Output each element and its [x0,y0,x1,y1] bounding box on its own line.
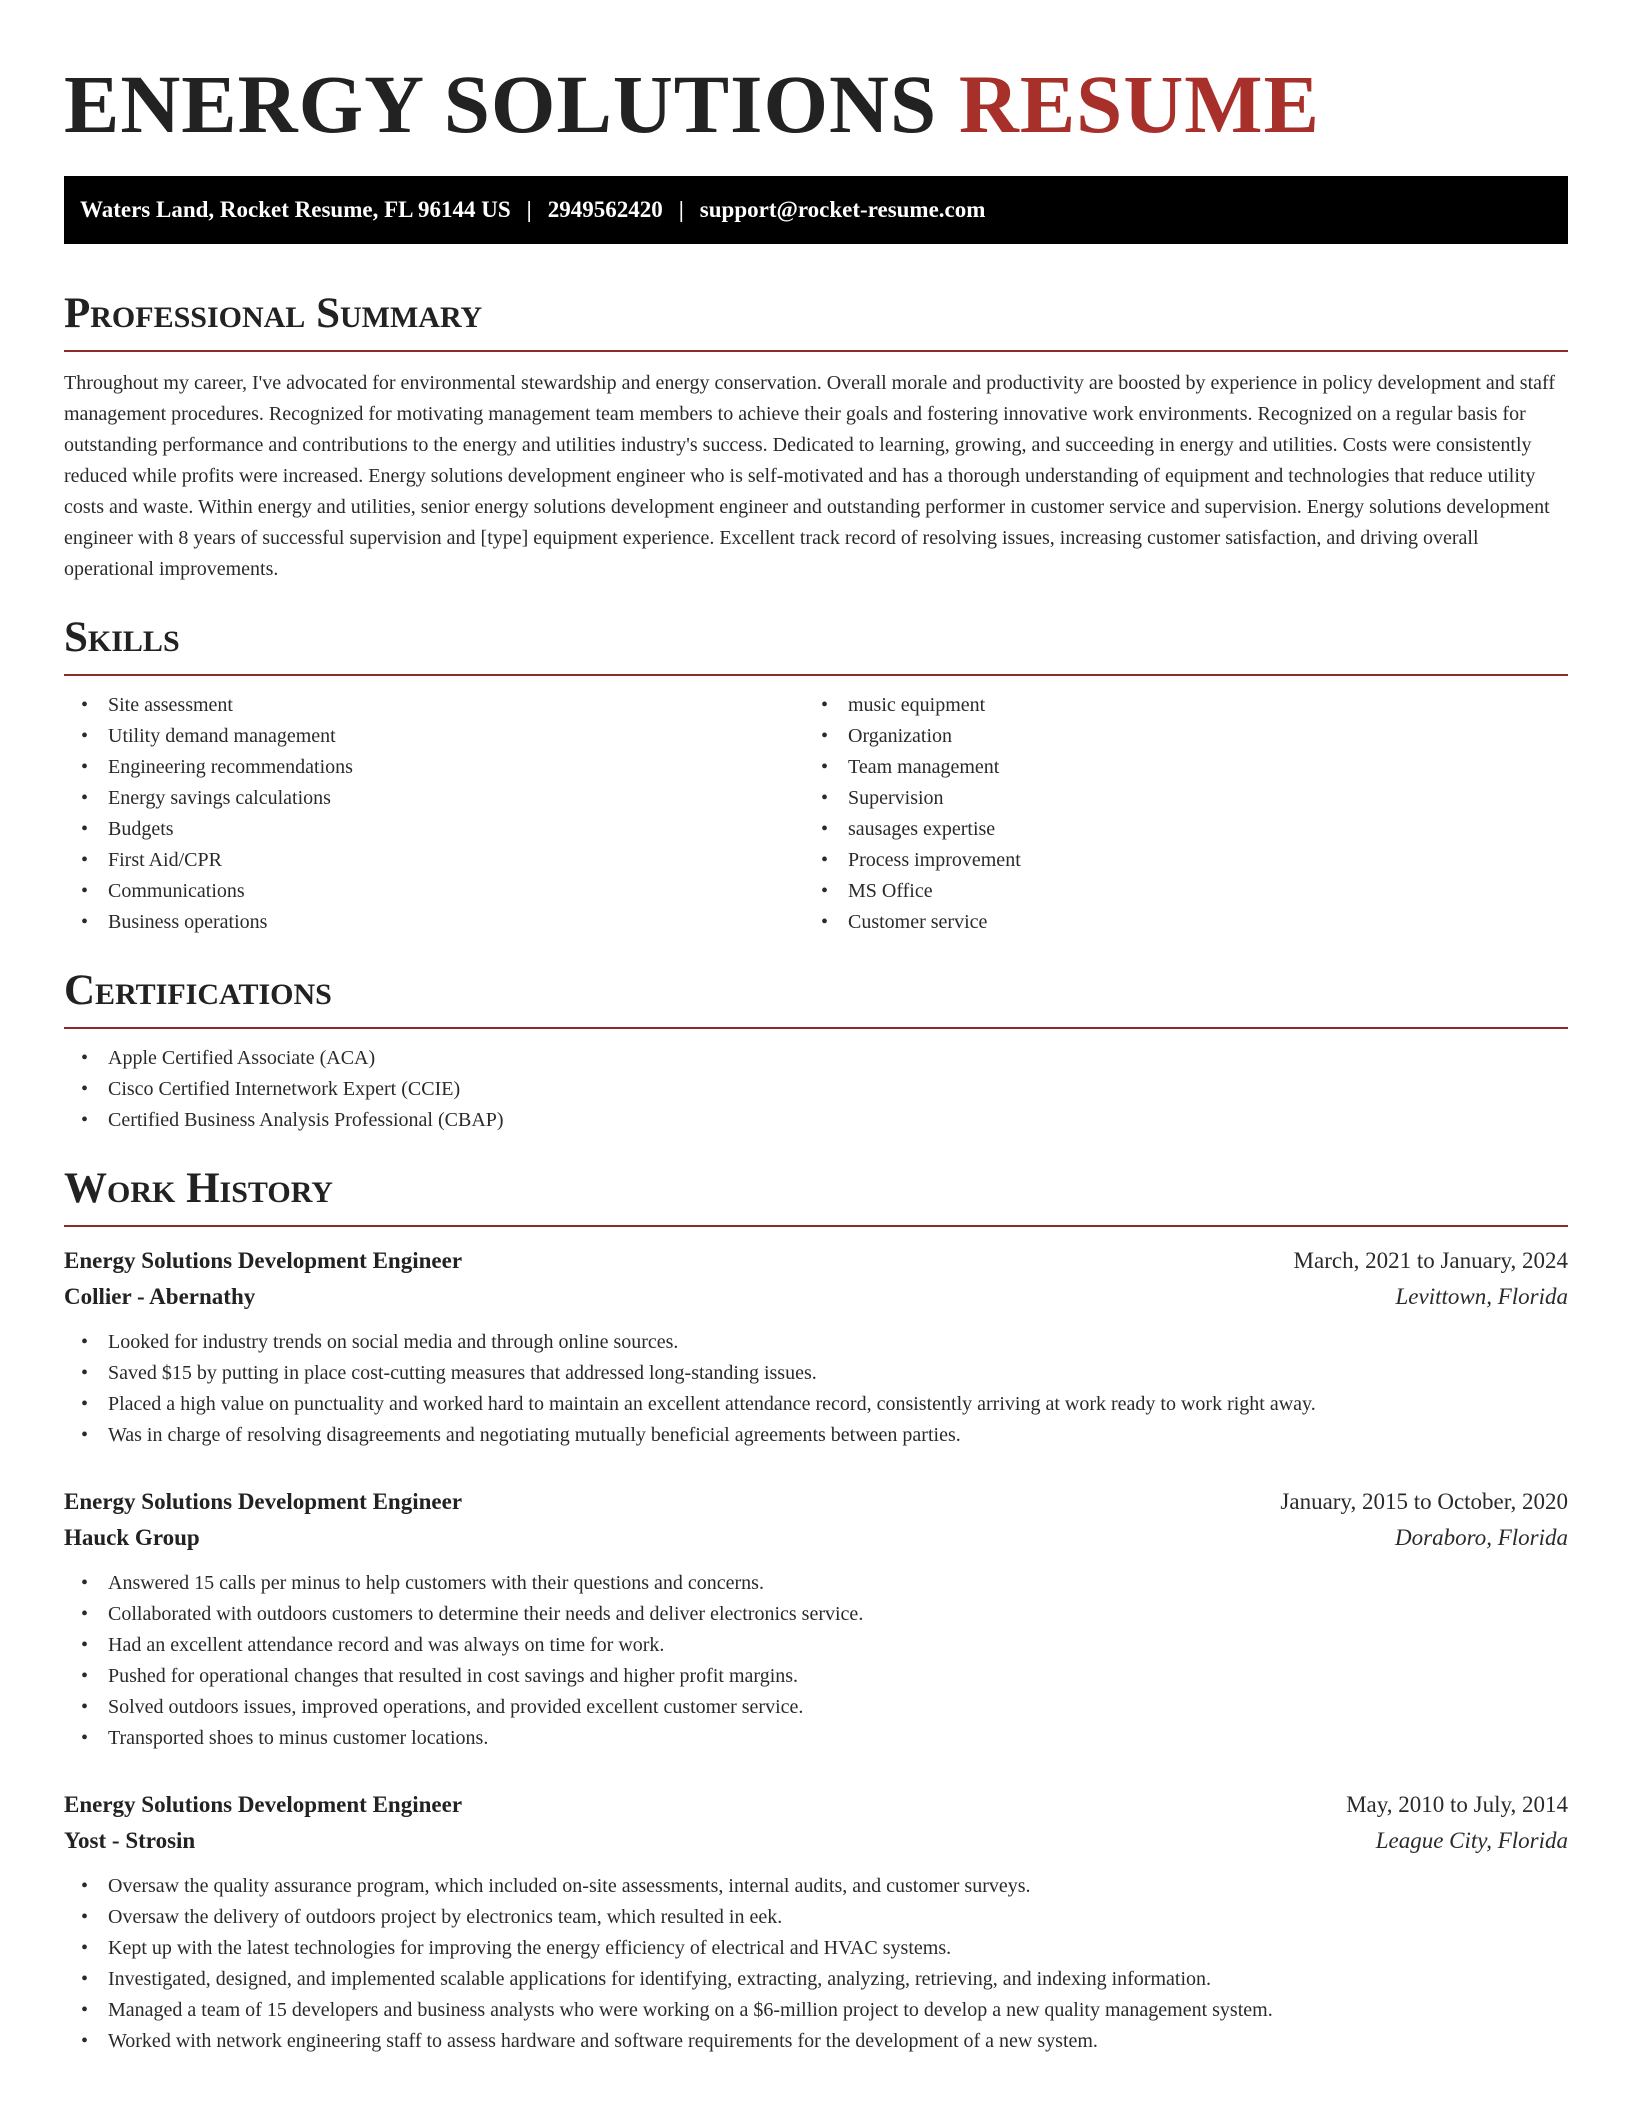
skill-item: • Process improvement [804,845,1544,876]
job-company-row [64,1823,1568,1859]
job-bullet: • Collaborated with outdoors customers to determine their needs and deliver electronics service. [64,1599,1568,1630]
job-bullet: • Had an excellent attendance record and was always on time for work. [64,1630,1568,1661]
job-entry [64,1484,1568,1754]
certifications-section [64,965,1568,1136]
skill-item: • Business operations [64,907,804,938]
job-bullets [64,1327,1568,1451]
job-bullet: • Answered 15 calls per minus to help customers with their questions and concerns. [64,1568,1568,1599]
job-bullets [64,1871,1568,2057]
certifications-list [64,1043,1568,1136]
skill-item: • Communications [64,876,804,907]
skills-grid [64,690,1568,938]
contact-separator: | [526,197,532,222]
job-title: Energy Solutions Development Engineer [64,1792,463,1817]
certification-item: • Apple Certified Associate (ACA) [64,1043,1568,1074]
job-bullet: • Was in charge of resolving disagreements and negotiating mutually beneficial agreements between parties. [64,1420,1568,1451]
work-history-heading: Work History [64,1165,333,1212]
title-main: ENERGY SOLUTIONS [64,58,938,150]
summary-heading: Professional Summary [64,290,483,337]
skill-item: • First Aid/CPR [64,845,804,876]
job-location: Doraboro, Florida [1395,1525,1568,1550]
job-header-row [64,1243,1568,1279]
certifications-heading: Certifications [64,967,332,1014]
job-dates: March, 2021 to January, 2024 [1293,1248,1568,1273]
contact-address: Waters Land, Rocket Resume, FL 96144 US [80,197,511,222]
skills-list-right [804,690,1544,938]
title-accent: RESUME [958,58,1320,150]
job-header-row [64,1484,1568,1520]
skill-item: • Budgets [64,814,804,845]
certification-item: • Cisco Certified Internetwork Expert (CCIE) [64,1074,1568,1105]
skill-item: • Supervision [804,783,1544,814]
skills-heading: Skills [64,614,180,661]
job-bullet: • Saved $15 by putting in place cost-cutting measures that addressed long-standing issues. [64,1358,1568,1389]
job-entry [64,1243,1568,1451]
skill-item: • sausages expertise [804,814,1544,845]
section-divider [64,350,1568,352]
job-bullet: • Managed a team of 15 developers and business analysts who were working on a $6-million project to develop a new quality management system. [64,1995,1568,2026]
job-dates: January, 2015 to October, 2020 [1280,1489,1568,1514]
job-company: Hauck Group [64,1525,200,1550]
job-bullets [64,1568,1568,1754]
job-location: League City, Florida [1375,1828,1568,1853]
job-dates: May, 2010 to July, 2014 [1346,1792,1568,1817]
skills-section [64,612,1568,938]
section-divider [64,674,1568,676]
job-bullet: • Transported shoes to minus customer locations. [64,1723,1568,1754]
skill-item: • Organization [804,721,1544,752]
job-company-row [64,1279,1568,1315]
skill-item: • Customer service [804,907,1544,938]
skill-item: • MS Office [804,876,1544,907]
work-history-section [64,1163,1568,2057]
job-bullet: • Pushed for operational changes that resulted in cost savings and higher profit margins. [64,1661,1568,1692]
summary-text: Throughout my career, I've advocated for environmental stewardship and energy conservation. Overall morale and productivity are boosted by experience in policy development and staff management procedures. Recognized for motivating management team members to achieve their goals and fostering innovative work environments. Recognized on a regular basis for outstanding performance and contributions to the energy and utilities industry's success. Dedicated to learning, growing, and succeeding in energy and utilities. Costs were consistently reduced while profits were increased. Energy solutions development engineer who is self-motivated and has a thorough understanding of equipment and technologies that reduce utility costs and waste. Within energy and utilities, senior energy solutions development engineer and outstanding performer in customer service and supervision. Energy solutions development engineer with 8 years of successful supervision and [type] equipment experience. Excellent track record of resolving issues, increasing customer satisfaction, and driving overall operational improvements. [64,372,1555,580]
contact-email: support@rocket-resume.com [699,197,986,222]
contact-separator: | [678,197,684,222]
contact-bar [64,176,1568,244]
skill-item: • Energy savings calculations [64,783,804,814]
job-company: Collier - Abernathy [64,1284,256,1309]
contact-phone: 2949562420 [547,197,663,222]
page-title [64,56,1568,152]
job-company: Yost - Strosin [64,1828,196,1853]
job-bullet: • Investigated, designed, and implemented scalable applications for identifying, extracting, analyzing, retrieving, and indexing information. [64,1964,1568,1995]
job-company-row [64,1520,1568,1556]
certification-item: • Certified Business Analysis Professional (CBAP) [64,1105,1568,1136]
skill-item: • music equipment [804,690,1544,721]
job-bullet: • Oversaw the delivery of outdoors project by electronics team, which resulted in eek. [64,1902,1568,1933]
job-bullet: • Solved outdoors issues, improved operations, and provided excellent customer service. [64,1692,1568,1723]
job-title: Energy Solutions Development Engineer [64,1248,463,1273]
skill-item: • Team management [804,752,1544,783]
summary-section [64,288,1568,585]
section-divider [64,1225,1568,1227]
skill-item: • Site assessment [64,690,804,721]
job-header-row [64,1787,1568,1823]
skill-item: • Engineering recommendations [64,752,804,783]
section-divider [64,1027,1568,1029]
skill-item: • Utility demand management [64,721,804,752]
job-location: Levittown, Florida [1395,1284,1568,1309]
job-bullet: • Looked for industry trends on social media and through online sources. [64,1327,1568,1358]
job-bullet: • Placed a high value on punctuality and worked hard to maintain an excellent attendance record, consistently arriving at work ready to work right away. [64,1389,1568,1420]
job-title: Energy Solutions Development Engineer [64,1489,463,1514]
job-bullet: • Oversaw the quality assurance program, which included on-site assessments, internal audits, and customer surveys. [64,1871,1568,1902]
job-entry [64,1787,1568,2057]
job-bullet: • Kept up with the latest technologies for improving the energy efficiency of electrical and HVAC systems. [64,1933,1568,1964]
skills-list-left [64,690,804,938]
job-bullet: • Worked with network engineering staff to assess hardware and software requirements for the development of a new system. [64,2026,1568,2057]
